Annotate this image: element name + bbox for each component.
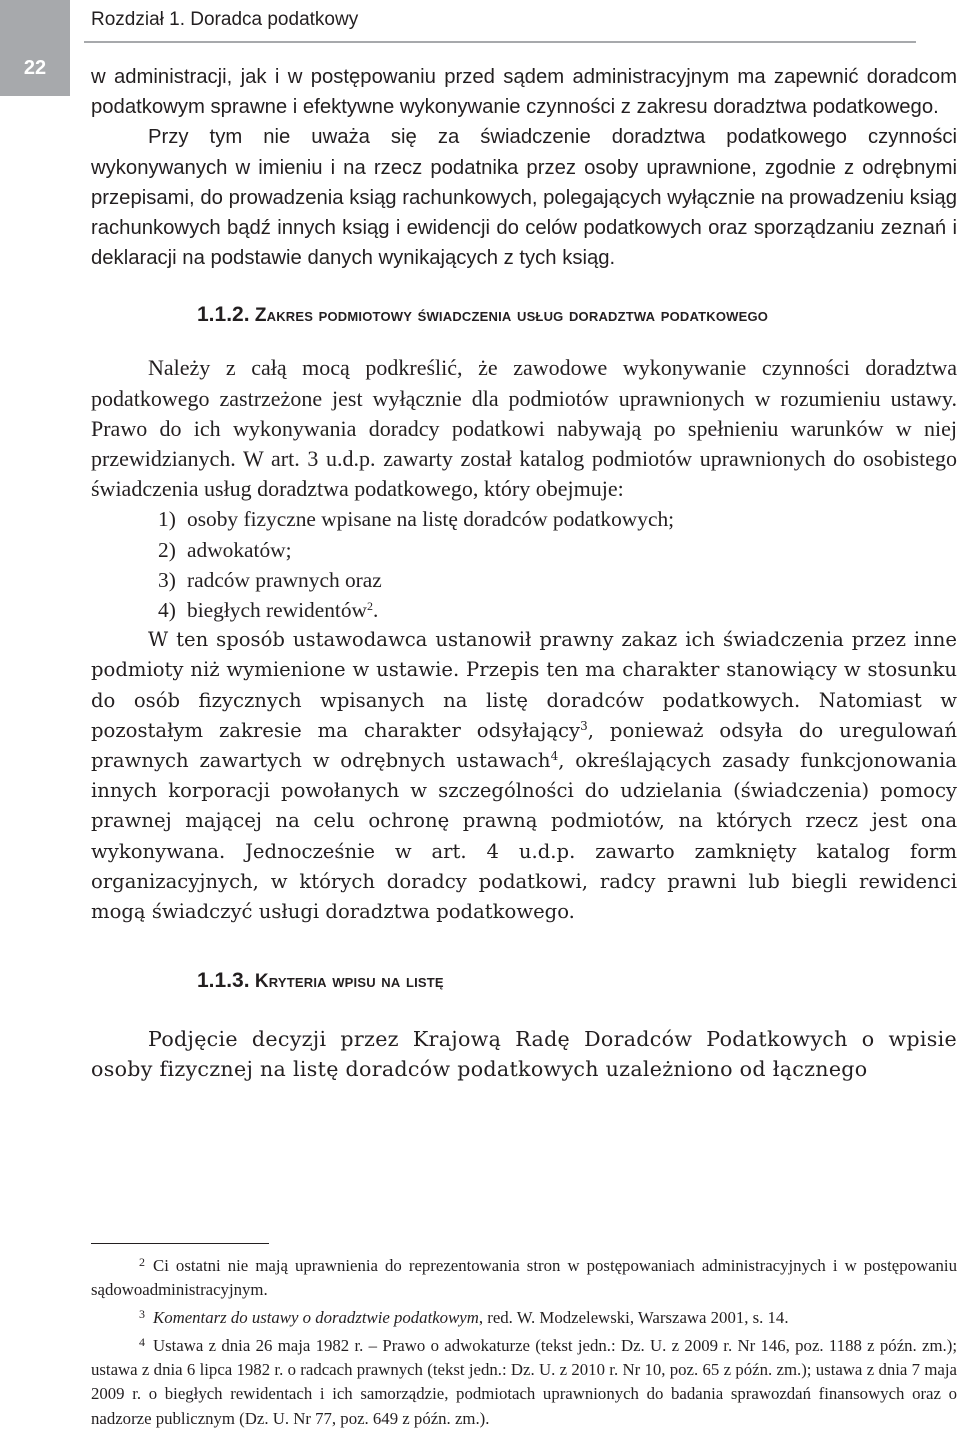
footnote-rule [91,1243,269,1244]
footnote-ref[interactable]: 2 [366,599,373,614]
footnote-mark: 4 [139,1335,145,1350]
page-number-tab [0,0,70,96]
footnote-mark: 3 [139,1307,145,1322]
footnote-3: $^3$ Komentarz do ustawy o doradztwie podatkowym, red. W. Modzelewski, Warszawa 2001, s. 14. [139,1307,789,1328]
running-header: Rozdział 1. Doradca podatkowy [91,9,359,30]
page-number: 22 [23,57,47,79]
entitled-entities-list [91,504,957,625]
footnote-2: $^2$ Ci ostatni nie mają uprawnienia do reprezentowania stron w postępowaniach administracyjnych i w postępowaniu sądowoadministracyjnym. [91,1255,957,1300]
section-number: 1.1.3. [197,969,250,993]
paragraph-entitled-entities: Należy z całą mocą podkreślić, że zawodowe wykonywanie czynności doradztwa podatkowego zastrzeżone jest wyłącznie dla podmiotów uprawnionych w rozumieniu ustawy. Prawo do ich wykonywania doradcy podatkowi nabywają po spełnieniu warunków w niej przewidzianych. W art. 3 u.d.p. zawarty został katalog podmiotów uprawnionych do osobistego świadczenia usług doradztwa podatkowego, który obejmuje: [91,355,957,502]
footnote-mark: 2 [139,1255,145,1269]
paragraph-bookkeeping-exclusion: Przy tym nie uważa się za świadczenie doradztwa podatkowego czynności wykonywanych w imieniu i na rzecz podatnika przez osoby uprawnione, zgodnie z odrębnymi przepisami, do prowadzenia ksiąg rachunkowych, polegających wyłącznie na prowadzeniu ksiąg rachunkowych bądź innych ksiąg i ewidencji do celów podatkowych oraz sporządzaniu zeznań i deklaracji na podstawie danych wynikających z tych ksiąg. [91,126,957,270]
paragraph-statutory-ban: W ten sposób ustawodawca ustanowił prawny zakaz ich świadczenia przez inne podmioty niż wymienione w ustawie. Przepis ten ma charakter stanowiący w stosunku do osób fizycznych wpisanych na listę doradców podatkowych. Natomiast w pozostałym zakresie ma charakter odsyłający$^3$, ponieważ odsyła do uregulowań prawnych zawartych w odrębnych ustawach$^4$, określających zasady funkcjonowania innych korporacji powołanych w szczególności do udzielania (świadczenia) pomocy prawnej mającej na celu ochronę prawną podmiotów, na których rzecz jest ona wykonywana. Jednocześnie w art. 4 u.d.p. zawarto zamknięty katalog form organizacyjnych, w których doradcy podatkowi, radcy prawni lub biegli rewidenci mogą świadczyć usługi doradztwa podatkowego. [91,628,957,924]
list-item: 4) biegłych rewidentów$^2$. [158,598,379,623]
list-item: 1) osoby fizyczne wpisane na listę doradców podatkowych; [158,507,675,532]
header-rule [84,41,916,43]
section-heading-1-1-2 [91,301,957,330]
paragraph-entry-criteria: Podjęcie decyzji przez Krajową Radę Doradców Podatkowych o wpisie osoby fizycznej na listę doradców podatkowych uzależniono od łącznego [91,1027,957,1082]
footnotes [91,1250,957,1431]
main-text [91,62,957,1085]
footnote-ref[interactable]: 4 [550,749,559,764]
list-item: 3) radców prawnych oraz [158,567,382,592]
section-title: Kryteria wpisu na listę [254,971,444,993]
section-number: 1.1.2. [197,303,250,327]
footnote-4: $^4$ Ustawa z dnia 26 maja 1982 r. – Prawo o adwokaturze (tekst jedn.: Dz. U. z 2009 r. Nr 146, poz. 1188 z późn. zm.); ustawa z dnia 6 lipca 1982 r. o radcach prawnych (tekst jedn.: Dz. U. z 2010 r. Nr 10, poz. 65 z późn. zm.); ustawa z dnia 7 maja 2009 r. o biegłych rewidentach i ich samorządzie, podmiotach uprawnionych do badania sprawozdań finansowych oraz o nadzorze publicznym (Dz. U. Nr 77, poz. 649 z późn. zm.). [91,1335,957,1428]
list-item: 2) adwokatów; [158,537,292,562]
footnote-ref[interactable]: 3 [580,718,588,733]
paragraph-continuation: w administracji, jak i w postępowaniu przed sądem administracyjnym ma zapewnić doradcom podatkowym sprawne i efektywne wykonywanie czynności z zakresu doradztwa podatkowego. [91,66,957,119]
section-title: Zakres podmiotowy świadczenia usług doradztwa podatkowego [254,305,769,327]
section-heading-1-1-3 [91,967,957,996]
